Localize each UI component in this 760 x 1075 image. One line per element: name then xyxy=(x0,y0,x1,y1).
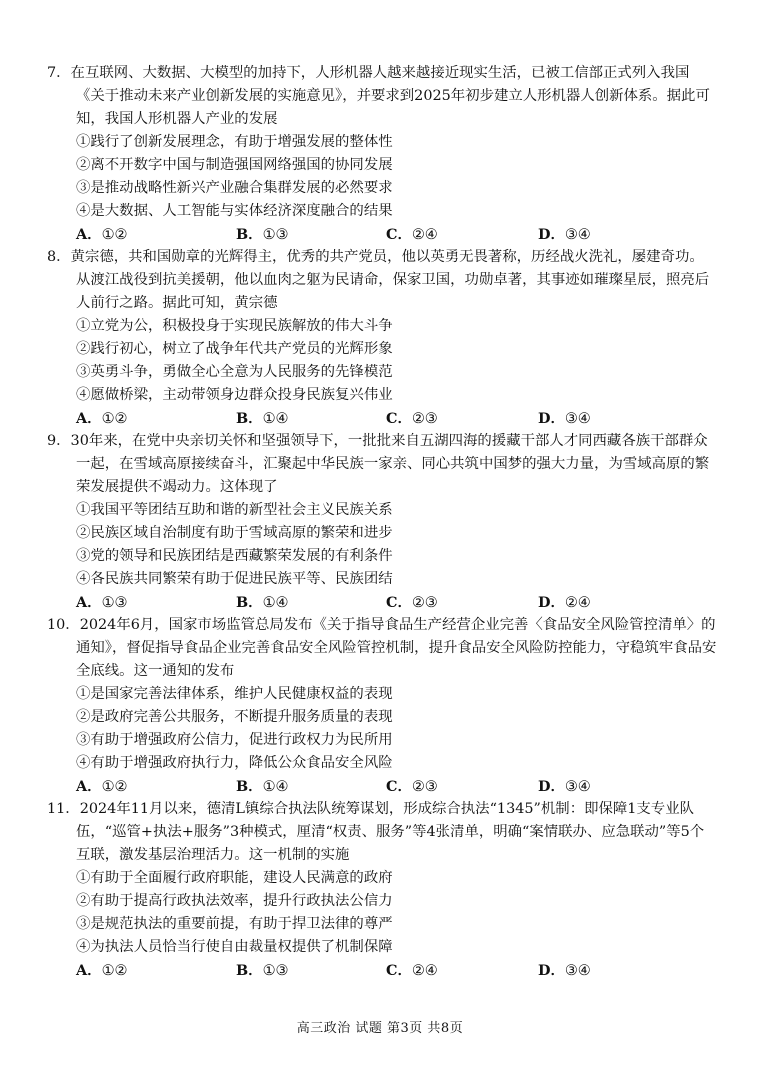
answer-choice-d[interactable] xyxy=(538,407,591,431)
answer-choice-d[interactable] xyxy=(538,959,591,983)
question-stem-text: 在互联网、大数据、大模型的加持下，人形机器人越来越接近现实生活，已被工信部正式列入我国《关于推动未来产业创新发展的实施意见》，并要求到2025年初步建立人形机器人创新体系。据此可知，我国人形机器人产业的发展 xyxy=(70,65,710,127)
answer-choices xyxy=(0,775,760,798)
choice-text: ①③ xyxy=(262,227,289,243)
question-stem xyxy=(0,246,760,315)
question-stem-text: 30年来，在党中央亲切关怀和坚强领导下，一批批来自五湖四海的援藏干部人才同西藏各族干部群众一起，在雪域高原接续奋斗，汇聚起中华民族一家亲、同心共筑中国梦的强大力量，为雪域高原的繁荣发展提供不竭动力。这体现了 xyxy=(70,433,710,495)
choice-text: ①④ xyxy=(262,779,289,795)
answer-choice-a[interactable] xyxy=(76,959,127,983)
statement-option: ③是推动战略性新兴产业融合集群发展的必然要求 xyxy=(76,180,393,196)
choice-text: ②③ xyxy=(411,779,438,795)
question-number: 10． xyxy=(47,617,80,633)
answer-choice-b[interactable] xyxy=(236,223,288,247)
answer-choices xyxy=(0,591,760,614)
statement-option: ②离不开数字中国与制造强国网络强国的协同发展 xyxy=(76,157,393,173)
answer-choices xyxy=(0,223,760,246)
choice-text: ①② xyxy=(101,227,128,243)
answer-choice-d[interactable] xyxy=(538,775,591,799)
statement-option: ②是政府完善公共服务，不断提升服务质量的表现 xyxy=(76,709,393,725)
answer-choice-b[interactable] xyxy=(236,407,288,431)
statement-option: ①我国平等团结互助和谐的新型社会主义民族关系 xyxy=(76,502,393,518)
statement-option: ②民族区域自治制度有助于雪域高原的繁荣和进步 xyxy=(76,525,393,541)
choice-letter: D． xyxy=(538,410,565,427)
choice-text: ③④ xyxy=(564,963,591,979)
answer-choice-b[interactable] xyxy=(236,959,288,983)
question-number: 9． xyxy=(47,433,71,449)
answer-choice-a[interactable] xyxy=(76,775,127,799)
choice-text: ①② xyxy=(101,779,128,795)
statement-option: ④是大数据、人工智能与实体经济深度融合的结果 xyxy=(76,203,393,219)
choice-letter: D． xyxy=(538,594,565,611)
answer-choice-a[interactable] xyxy=(76,407,127,431)
question-stem xyxy=(0,430,760,499)
choice-letter: A． xyxy=(76,410,102,427)
question-stem-text: 黄宗德，共和国勋章的光辉得主，优秀的共产党员，他以英勇无畏著称，历经战火洗礼，屡建奇功。从渡江战役到抗美援朝，他以血肉之躯为民请命，保家卫国，功勋卓著，其事迹如璀璨星辰，照亮后人前行之路。据此可知，黄宗德 xyxy=(70,249,710,311)
choice-letter: C． xyxy=(386,226,412,243)
statement-option: ①践行了创新发展理念，有助于增强发展的整体性 xyxy=(76,134,393,150)
page-footer: 高三政治 试题 第3页 共8页 xyxy=(296,1021,464,1036)
choice-text: ①④ xyxy=(262,411,289,427)
question-11 xyxy=(0,798,760,982)
answer-choice-a[interactable] xyxy=(76,591,127,615)
choice-letter: B． xyxy=(236,226,263,243)
choice-text: ②④ xyxy=(564,595,591,611)
choice-letter: C． xyxy=(386,778,412,795)
question-7 xyxy=(0,62,760,246)
statement-option: ③有助于增强政府公信力，促进行政权力为民所用 xyxy=(76,732,393,748)
question-9 xyxy=(0,430,760,614)
choice-letter: A． xyxy=(76,594,102,611)
question-stem xyxy=(0,614,760,683)
choice-letter: D． xyxy=(538,778,565,795)
question-number: 11． xyxy=(47,801,80,817)
question-stem-text: 2024年6月，国家市场监管总局发布《关于指导食品生产经营企业完善〈食品安全风险管控清单〉的通知》，督促指导食品企业完善食品安全风险管控机制，提升食品安全风险防控能力，守稳筑牢食品安全底线。这一通知的发布 xyxy=(76,617,717,679)
statement-option: ①立党为公，积极投身于实现民族解放的伟大斗争 xyxy=(76,318,393,334)
statement-option: ①是国家完善法律体系，维护人民健康权益的表现 xyxy=(76,686,393,702)
question-number: 8． xyxy=(47,249,71,265)
choice-letter: A． xyxy=(76,778,102,795)
statement-option: ④愿做桥梁，主动带领身边群众投身民族复兴伟业 xyxy=(76,387,393,403)
statement-option: ②践行初心，树立了战争年代共产党员的光辉形象 xyxy=(76,341,393,357)
choice-text: ③④ xyxy=(564,227,591,243)
answer-choice-d[interactable] xyxy=(538,223,591,247)
statement-option: ③是规范执法的重要前提，有助于捍卫法律的尊严 xyxy=(76,916,393,932)
choice-text: ②④ xyxy=(411,963,438,979)
answer-choice-c[interactable] xyxy=(386,775,438,799)
statement-option: ③党的领导和民族团结是西藏繁荣发展的有利条件 xyxy=(76,548,393,564)
choice-letter: A． xyxy=(76,226,102,243)
question-10 xyxy=(0,614,760,798)
choice-letter: B． xyxy=(236,410,263,427)
choice-text: ①③ xyxy=(262,963,289,979)
question-8 xyxy=(0,246,760,430)
answer-choice-c[interactable] xyxy=(386,407,438,431)
statement-option: ④为执法人员恰当行使自由裁量权提供了机制保障 xyxy=(76,939,393,955)
answer-choice-c[interactable] xyxy=(386,591,438,615)
answer-choice-b[interactable] xyxy=(236,591,288,615)
answer-choice-b[interactable] xyxy=(236,775,288,799)
statement-option: ④各民族共同繁荣有助于促进民族平等、民族团结 xyxy=(76,571,393,587)
choice-letter: C． xyxy=(386,594,412,611)
answer-choice-a[interactable] xyxy=(76,223,127,247)
statement-option: ③英勇斗争，勇做全心全意为人民服务的先锋模范 xyxy=(76,364,393,380)
choice-text: ②③ xyxy=(411,411,438,427)
exam-page xyxy=(0,62,760,982)
choice-text: ①③ xyxy=(101,595,128,611)
choice-text: ②③ xyxy=(411,595,438,611)
choice-text: ③④ xyxy=(564,411,591,427)
choice-letter: A． xyxy=(76,962,102,979)
choice-letter: C． xyxy=(386,410,412,427)
choice-text: ①② xyxy=(101,411,128,427)
statement-option: ④有助于增强政府执行力，降低公众食品安全风险 xyxy=(76,755,393,771)
question-number: 7． xyxy=(47,65,71,81)
question-stem xyxy=(0,62,760,131)
statement-option: ②有助于提高行政执法效率，提升行政执法公信力 xyxy=(76,893,393,909)
choice-letter: D． xyxy=(538,226,565,243)
choice-letter: C． xyxy=(386,962,412,979)
answer-choice-c[interactable] xyxy=(386,959,438,983)
choice-letter: B． xyxy=(236,962,263,979)
choice-text: ②④ xyxy=(411,227,438,243)
choice-letter: B． xyxy=(236,778,263,795)
choice-text: ①④ xyxy=(262,595,289,611)
answer-choice-c[interactable] xyxy=(386,223,438,247)
answer-choices xyxy=(0,959,760,982)
choice-letter: B． xyxy=(236,594,263,611)
answer-choice-d[interactable] xyxy=(538,591,591,615)
choice-letter: D． xyxy=(538,962,565,979)
choice-text: ③④ xyxy=(564,779,591,795)
statement-option: ①有助于全面履行政府职能，建设人民满意的政府 xyxy=(76,870,393,886)
choice-text: ①② xyxy=(101,963,128,979)
question-stem-text: 2024年11月以来，德清L镇综合执法队统筹谋划，形成综合执法“1345”机制：即保障1支专业队伍，“巡管+执法+服务”3种模式，厘清“权责、服务”等4张清单，明确“案情联办、应急联动”等5个互联，激发基层治理活力。这一机制的实施 xyxy=(76,801,705,863)
question-stem xyxy=(0,798,760,867)
answer-choices xyxy=(0,407,760,430)
